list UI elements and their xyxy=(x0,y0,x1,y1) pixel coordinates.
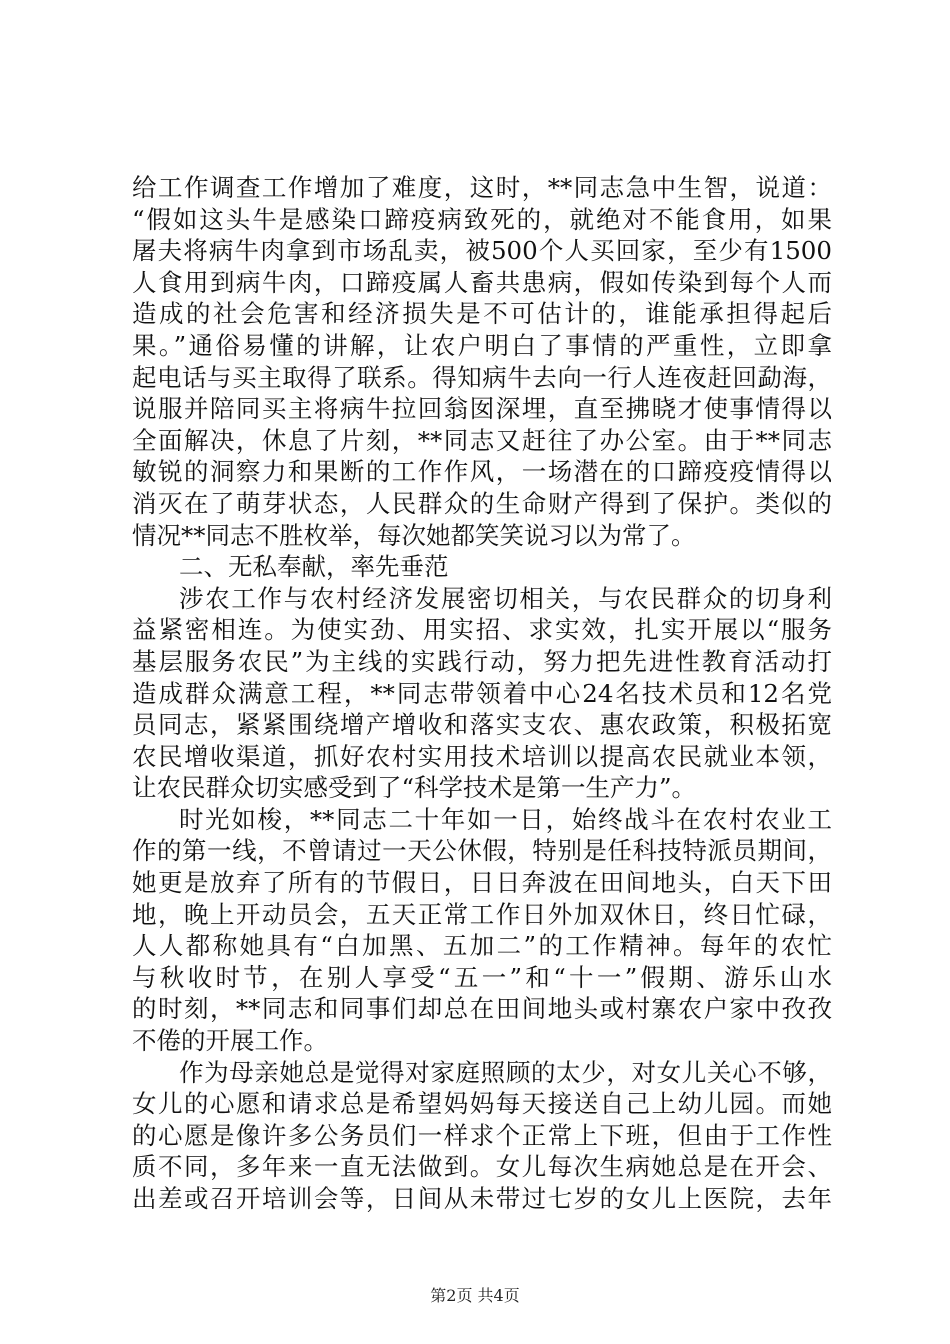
text-line: 的心愿是像许多公务员们一样求个正常上下班，但由于工作性 xyxy=(132,1120,832,1150)
text-line: “假如这头牛是感染口蹄疫病致死的，就绝对不能食用，如果 xyxy=(132,204,832,234)
text-line: 造成群众满意工程，**同志带领着中心24名技术员和12名党 xyxy=(132,678,832,708)
text-line: 她更是放弃了所有的节假日，日日奔波在田间地头，白天下田 xyxy=(132,868,832,898)
text-line: 员同志，紧紧围绕增产增收和落实支农、惠农政策，积极拓宽 xyxy=(132,710,832,740)
text-line: 让农民群众切实感受到了“科学技术是第一生产力”。 xyxy=(132,773,697,803)
body-text xyxy=(132,172,832,1215)
text-line: 质不同，多年来一直无法做到。女儿每次生病她总是在开会、 xyxy=(132,1152,832,1182)
text-line: 农民增收渠道，抓好农村实用技术培训以提高农民就业本领， xyxy=(132,741,832,771)
text-line: 敏锐的洞察力和果断的工作作风，一场潜在的口蹄疫疫情得以 xyxy=(132,457,832,487)
text-line: 起电话与买主取得了联系。得知病牛去向一行人连夜赶回勐海， xyxy=(132,362,832,392)
text-line: 作为母亲她总是觉得对家庭照顾的太少，对女儿关心不够， xyxy=(179,1057,832,1087)
text-line: 涉农工作与农村经济发展密切相关，与农民群众的切身利 xyxy=(179,583,832,613)
text-line: 与秋收时节，在别人享受“五一”和“十一”假期、游乐山水 xyxy=(132,962,832,992)
text-line: 造成的社会危害和经济损失是不可估计的，谁能承担得起后 xyxy=(132,299,832,329)
text-line: 屠夫将病牛肉拿到市场乱卖，被500个人买回家，至少有1500 xyxy=(132,236,832,266)
text-line: 时光如梭，**同志二十年如一日，始终战斗在农村农业工 xyxy=(179,804,832,834)
text-line: 地，晚上开动员会，五天正常工作日外加双休日，终日忙碌， xyxy=(132,899,832,929)
text-line: 二、无私奉献，率先垂范 xyxy=(179,552,449,582)
text-line: 基层服务农民”为主线的实践行动，努力把先进性教育活动打 xyxy=(132,646,832,676)
text-line: 人食用到病牛肉，口蹄疫属人畜共患病，假如传染到每个人而 xyxy=(132,267,832,297)
page-footer: 第2页 共4页 xyxy=(430,1286,520,1305)
text-line: 全面解决，休息了片刻，**同志又赶往了办公室。由于**同志 xyxy=(132,425,832,455)
text-line: 出差或召开培训会等，日间从未带过七岁的女儿上医院，去年 xyxy=(132,1184,832,1213)
text-line: 不倦的开展工作。 xyxy=(132,1026,328,1056)
text-line: 人人都称她具有“白加黑、五加二”的工作精神。每年的农忙 xyxy=(132,931,832,961)
text-line: 益紧密相连。为使实劲、用实招、求实效，扎实开展以“服务 xyxy=(132,615,832,645)
text-line: 说服并陪同买主将病牛拉回翁囡深埋，直至拂晓才使事情得以 xyxy=(132,394,832,424)
text-line: 给工作调查工作增加了难度，这时，**同志急中生智，说道： xyxy=(132,173,832,202)
text-line: 消灭在了萌芽状态，人民群众的生命财产得到了保护。类似的 xyxy=(132,488,832,518)
text-line: 作的第一线，不曾请过一天公休假，特别是任科技特派员期间， xyxy=(132,836,832,866)
text-line: 的时刻，**同志和同事们却总在田间地头或村寨农户家中孜孜 xyxy=(132,994,832,1024)
text-line: 女儿的心愿和请求总是希望妈妈每天接送自己上幼儿园。而她 xyxy=(132,1089,832,1119)
text-line: 果。”通俗易懂的讲解，让农户明白了事情的严重性，立即拿 xyxy=(132,330,832,360)
text-line: 情况**同志不胜枚举，每次她都笑笑说习以为常了。 xyxy=(132,520,696,550)
